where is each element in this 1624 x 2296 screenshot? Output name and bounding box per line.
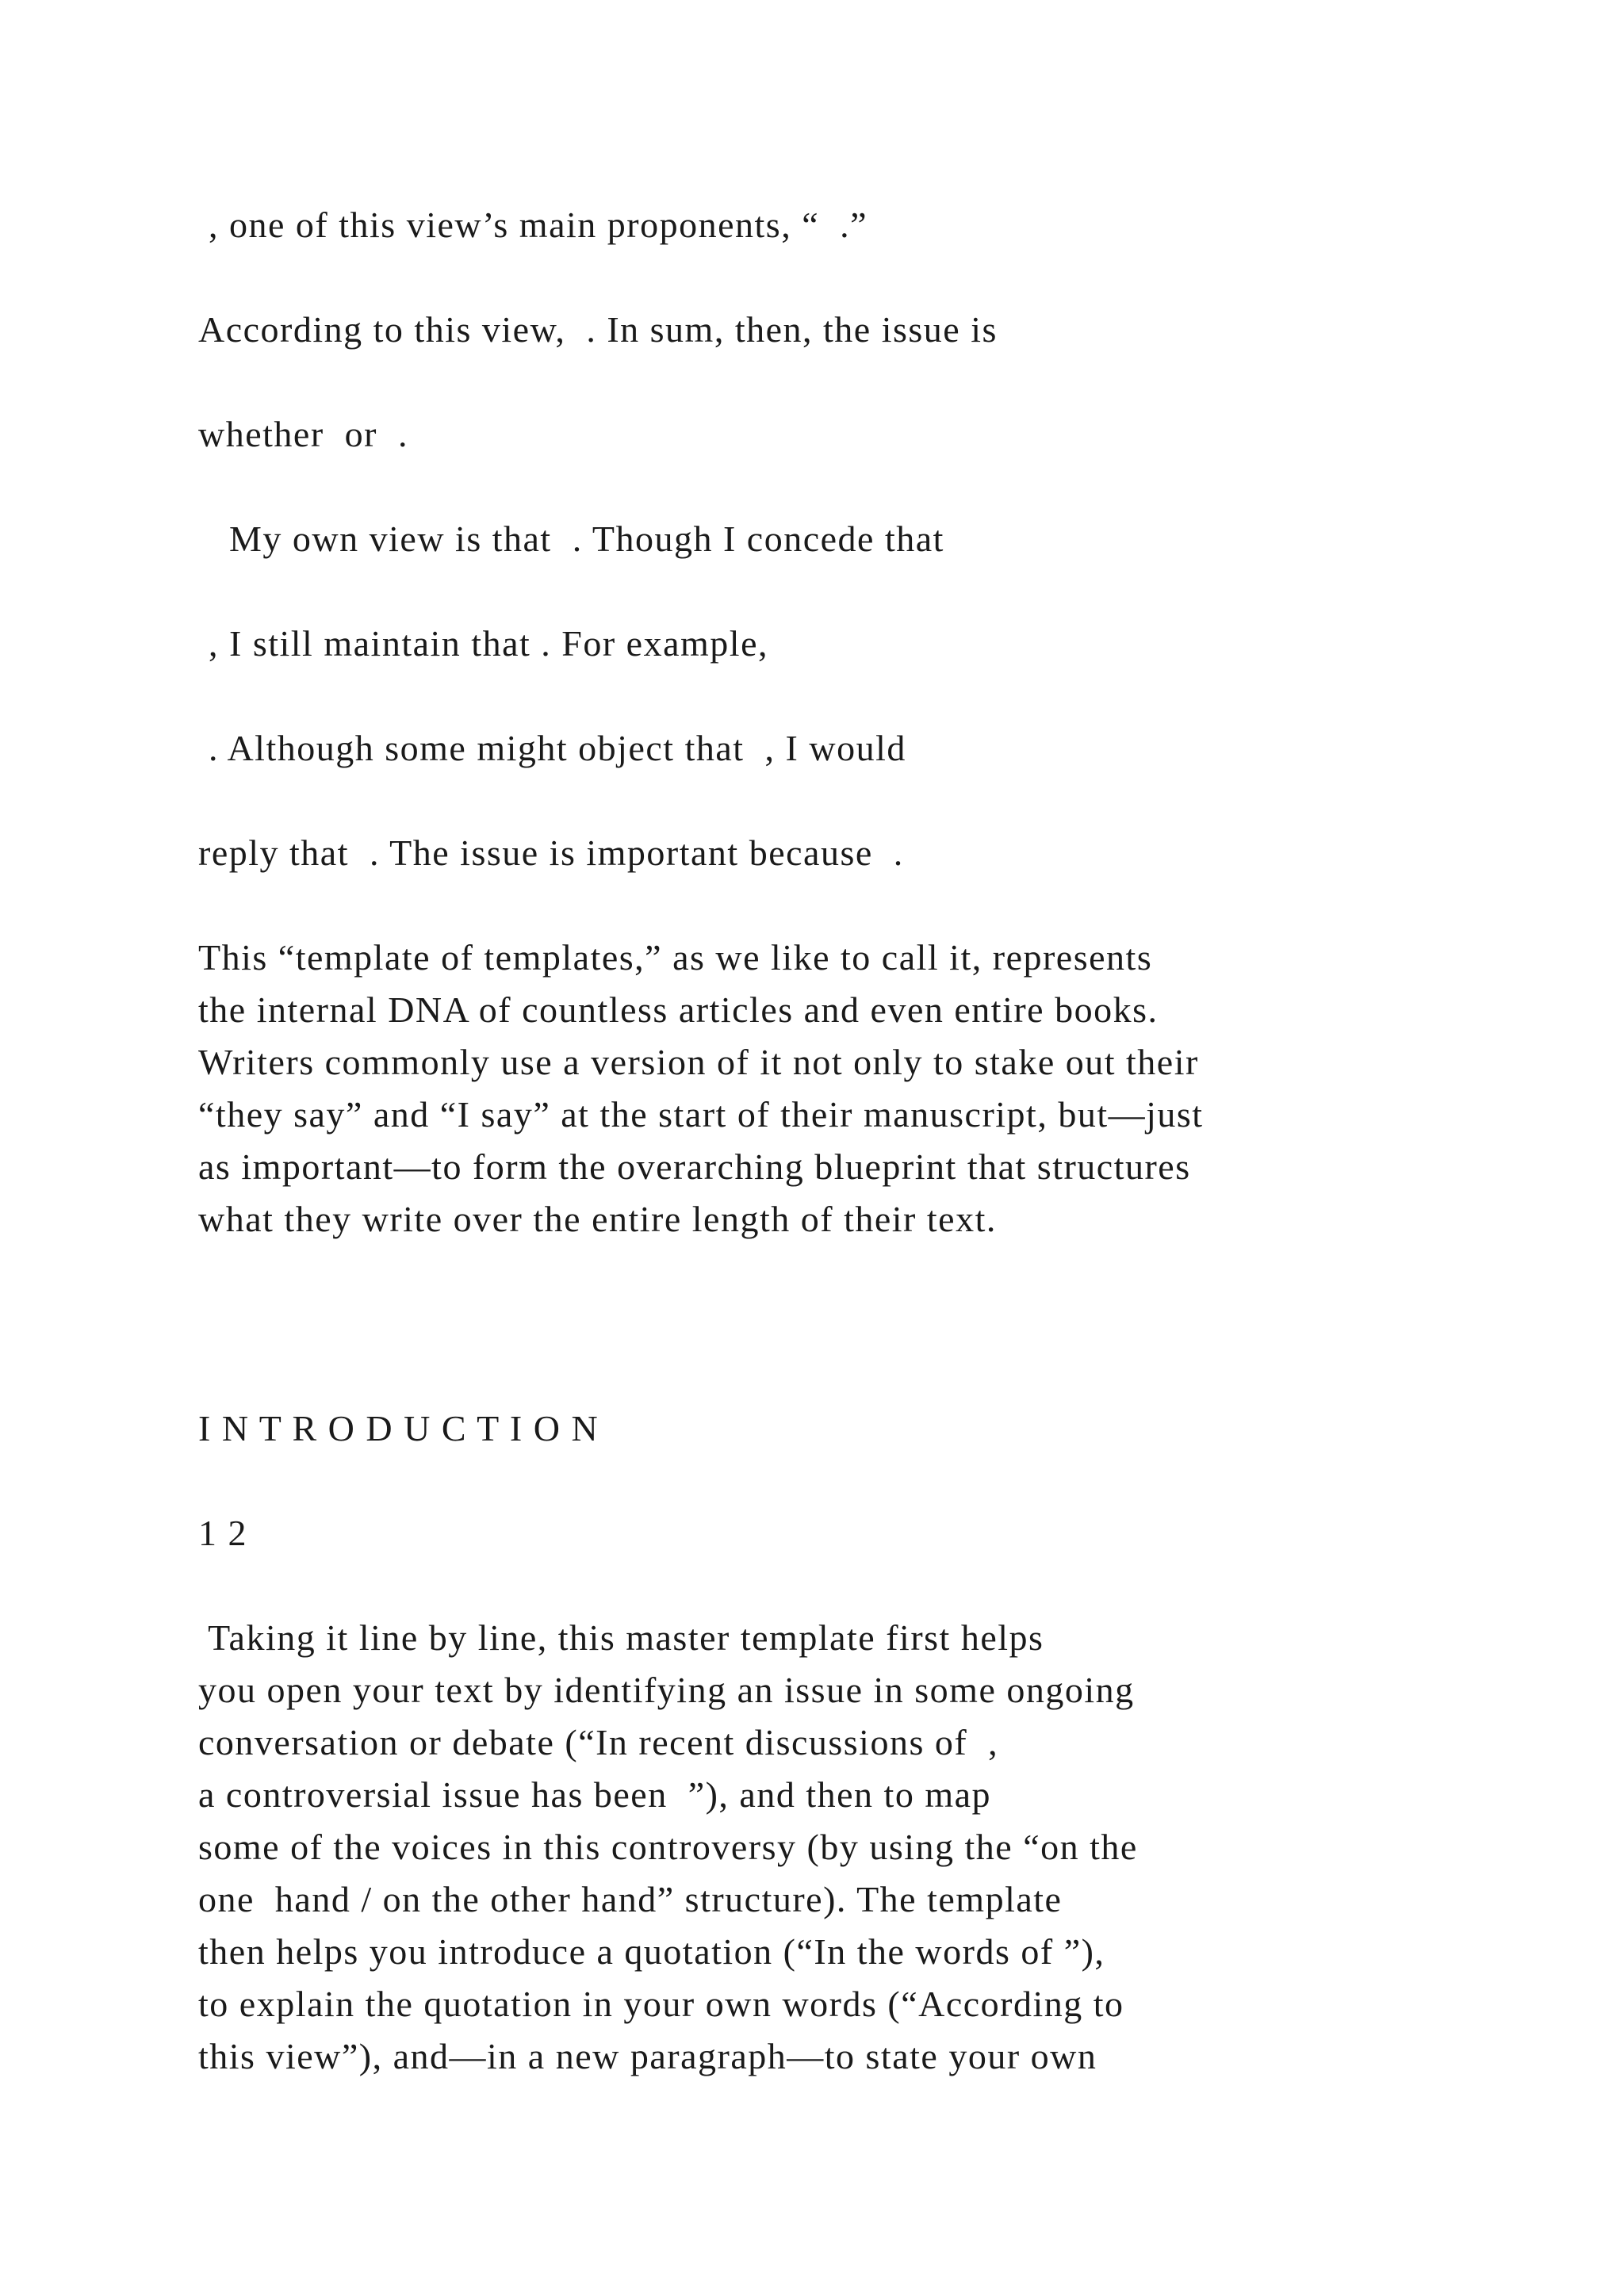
template-line: My own view is that . Though I concede that <box>198 519 944 559</box>
template-line: reply that . The issue is important because . <box>198 832 904 873</box>
paragraph-line: then helps you introduce a quotation (“In the words of ”), <box>198 1931 1105 1972</box>
paragraph-line: This “template of templates,” as we like to call it, represents <box>198 937 1153 978</box>
paragraph-line: this view”), and—in a new paragraph—to state your own <box>198 2036 1097 2076</box>
paragraph-line: Taking it line by line, this master template first helps <box>198 1617 1044 1658</box>
paragraph-line: Writers commonly use a version of it not only to stake out their <box>198 1042 1199 1082</box>
paragraph-line: a controversial issue has been ”), and then to map <box>198 1774 992 1815</box>
paragraph-line: some of the voices in this controversy (by using the “on the <box>198 1827 1138 1867</box>
paragraph-line: one hand / on the other hand” structure). The template <box>198 1879 1063 1919</box>
template-line: , I still maintain that . For example, <box>198 623 768 664</box>
page-number: 1 2 <box>198 1513 247 1553</box>
paragraph-line: what they write over the entire length of their text. <box>198 1199 997 1239</box>
template-line: . Although some might object that , I would <box>198 728 906 768</box>
template-line: According to this view, . In sum, then, the issue is <box>198 309 998 350</box>
paragraph-line: “they say” and “I say” at the start of their manuscript, but—just <box>198 1094 1204 1135</box>
paragraph-line: to explain the quotation in your own words (“According to <box>198 1984 1124 2024</box>
template-line: whether or . <box>198 414 408 454</box>
paragraph-line: conversation or debate (“In recent discussions of , <box>198 1722 999 1762</box>
running-header-title: I N T R O D U C T I O N <box>198 1408 599 1448</box>
paragraph-line: the internal DNA of countless articles and even entire books. <box>198 989 1159 1030</box>
paragraph-line: you open your text by identifying an issue in some ongoing <box>198 1670 1135 1710</box>
paragraph-line: as important—to form the overarching blueprint that structures <box>198 1146 1191 1187</box>
template-line: , one of this view’s main proponents, “ .” <box>198 205 868 245</box>
